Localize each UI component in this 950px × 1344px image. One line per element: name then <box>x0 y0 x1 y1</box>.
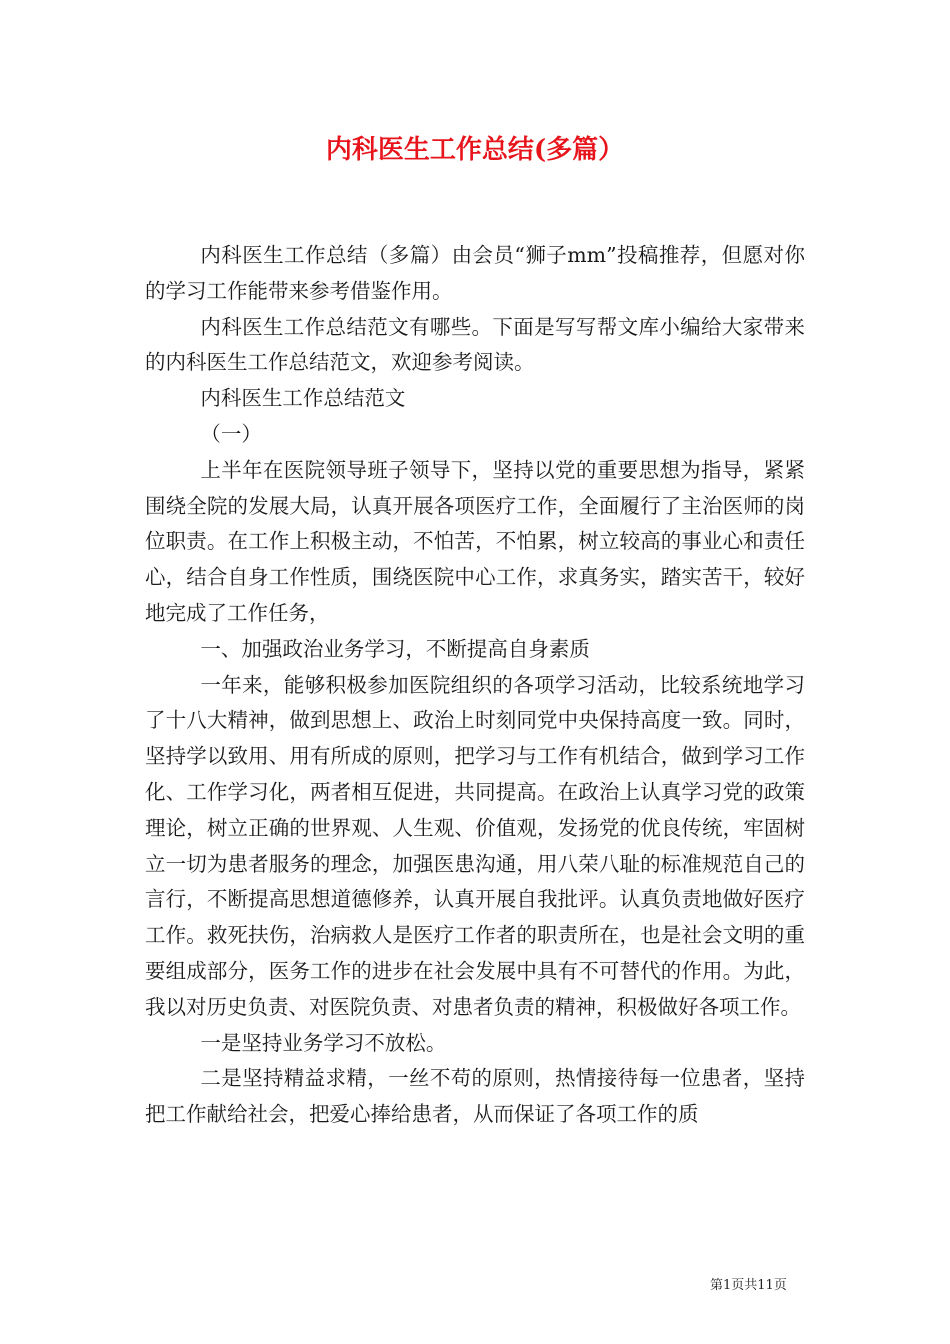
paragraph-summary: 内科医生工作总结范文有哪些。下面是写写帮文库小编给大家带来的内科医生工作总结范文，欢迎参考阅读。 <box>145 314 805 375</box>
paragraph-intro: 内科医生工作总结（多篇）由会员“狮子mm”投稿推荐，但愿对你的学习工作能带来参考借鉴作用。 <box>145 243 805 303</box>
page-footer: 第1页共11页 <box>710 1278 787 1293</box>
paragraph-overview: 上半年在医院领导班子领导下，坚持以党的重要思想为指导，紧紧围绕全院的发展大局，认真开展各项医疗工作，全面履行了主治医师的岗位职责。在工作上积极主动，不怕苦，不怕累，树立较高的事业心和责任心，结合自身工作性质，围绕医院中心工作，求真务实，踏实苦干，较好地完成了工作任务， <box>145 457 805 625</box>
paragraph-point-two: 二是坚持精益求精，一丝不苟的原则，热情接待每一位患者，坚持把工作献给社会，把爱心捧给患者，从而保证了各项工作的质 <box>145 1066 805 1127</box>
section-heading: 内科医生工作总结范文 <box>200 386 406 411</box>
subheading-political-study: 一、加强政治业务学习，不断提高自身素质 <box>200 636 590 661</box>
paragraph-political-study: 一年来，能够积极参加医院组织的各项学习活动，比较系统地学习了十八大精神，做到思想上、政治上时刻同党中央保持高度一致。同时，坚持学以致用、用有所成的原则，把学习与工作有机结合，做到学习工作化、工作学习化，两者相互促进，共同提高。在政治上认真学习党的政策理论，树立正确的世界观、人生观、价值观，发扬党的优良传统，牢固树立一切为患者服务的理念，加强医患沟通，用八荣八耻的标准规范自己的言行，不断提高思想道德修养，认真开展自我批评。认真负责地做好医疗工作。救死扶伤，治病救人是医疗工作者的职责所在，也是社会文明的重要组成部分，医务工作的进步在社会发展中具有不可替代的作用。为此，我以对历史负责、对医院负责、对患者负责的精神，积极做好各项工作。 <box>145 672 805 1019</box>
document-body <box>145 238 805 1133</box>
section-number: （一） <box>200 421 262 446</box>
paragraph-point-one: 一是坚持业务学习不放松。 <box>200 1030 447 1055</box>
document-title: 内科医生工作总结(多篇） <box>325 135 625 165</box>
